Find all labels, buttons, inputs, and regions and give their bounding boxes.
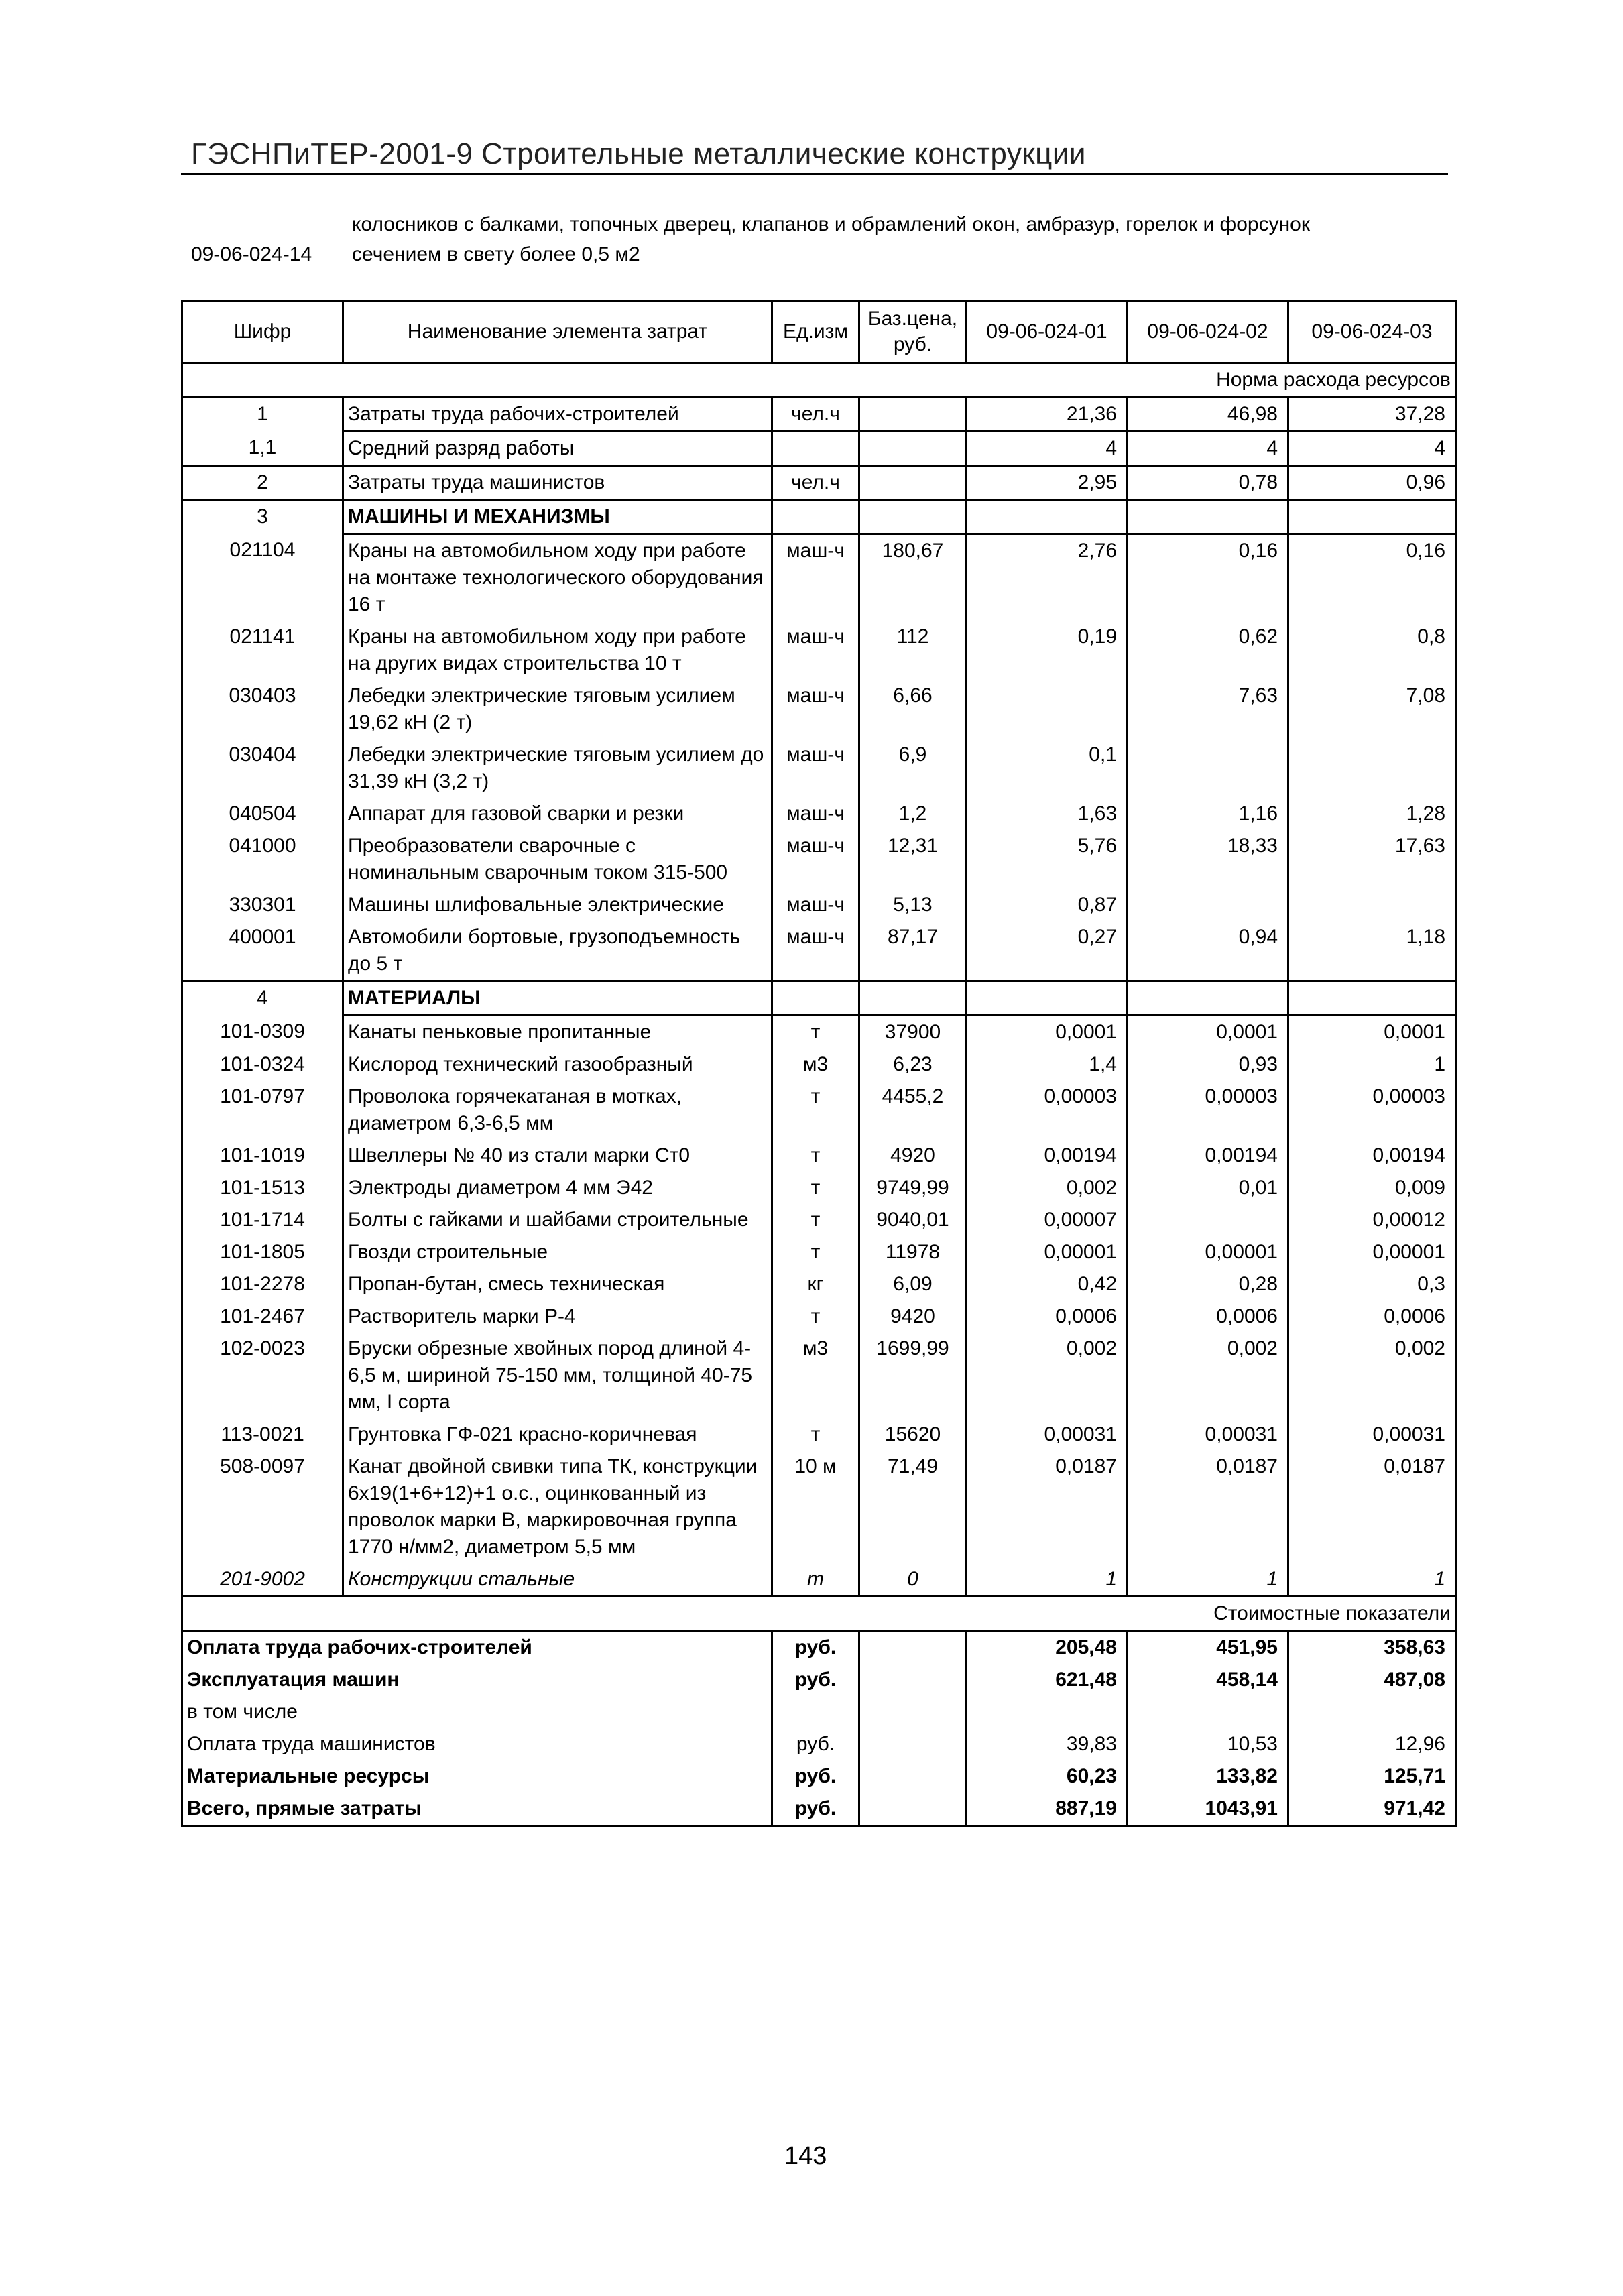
header-col3: 09-06-024-03 bbox=[1288, 301, 1456, 363]
cell-col1: 1 bbox=[967, 1563, 1128, 1597]
cell-col2: 0,62 bbox=[1128, 621, 1288, 680]
cell-col1: 0,00007 bbox=[967, 1204, 1128, 1236]
cell-price bbox=[859, 466, 967, 500]
cell-name: Проволока горячекатаная в мотках, диаметром 6,3-6,5 мм bbox=[343, 1081, 772, 1140]
cell-col2: 7,63 bbox=[1128, 680, 1288, 739]
cost-row bbox=[182, 1793, 1456, 1826]
table-row bbox=[182, 621, 1456, 680]
cell-code: 030403 bbox=[182, 680, 343, 739]
cell-name: Канаты пеньковые пропитанные bbox=[343, 1016, 772, 1049]
cell-col1 bbox=[967, 981, 1128, 1016]
cost-label-row bbox=[182, 1597, 1456, 1631]
cell-price: 9040,01 bbox=[859, 1204, 967, 1236]
cell-unit: маш-ч bbox=[772, 739, 859, 798]
cell-code: 041000 bbox=[182, 830, 343, 889]
cell-code: 101-2467 bbox=[182, 1301, 343, 1333]
cost-price bbox=[859, 1631, 967, 1665]
cell-col2: 0,00194 bbox=[1128, 1140, 1288, 1172]
cell-name: Электроды диаметром 4 мм Э42 bbox=[343, 1172, 772, 1204]
table-row bbox=[182, 1140, 1456, 1172]
cell-col2: 0,00001 bbox=[1128, 1236, 1288, 1268]
cell-col3: 1 bbox=[1288, 1048, 1456, 1081]
cell-name: Преобразователи сварочные с номинальным сварочным током 315-500 bbox=[343, 830, 772, 889]
cost-col1: 887,19 bbox=[967, 1793, 1128, 1826]
cell-unit: маш-ч bbox=[772, 680, 859, 739]
cost-price bbox=[859, 1664, 967, 1696]
cell-unit: кг bbox=[772, 1268, 859, 1301]
table-row bbox=[182, 830, 1456, 889]
cost-unit: руб. bbox=[772, 1664, 859, 1696]
cell-price: 180,67 bbox=[859, 534, 967, 621]
cost-row bbox=[182, 1631, 1456, 1665]
cell-col3: 37,28 bbox=[1288, 398, 1456, 432]
table-row bbox=[182, 1048, 1456, 1081]
cell-col2 bbox=[1128, 889, 1288, 921]
cell-col3: 4 bbox=[1288, 432, 1456, 466]
cell-col2 bbox=[1128, 981, 1288, 1016]
cell-price: 37900 bbox=[859, 1016, 967, 1049]
cell-unit: т bbox=[772, 1236, 859, 1268]
cost-name: Эксплуатация машин bbox=[182, 1664, 772, 1696]
cell-price: 6,9 bbox=[859, 739, 967, 798]
table-row bbox=[182, 1418, 1456, 1451]
table-row bbox=[182, 981, 1456, 1016]
cell-name: Швеллеры № 40 из стали марки Ст0 bbox=[343, 1140, 772, 1172]
cell-code: 101-2278 bbox=[182, 1268, 343, 1301]
cell-code: 021141 bbox=[182, 621, 343, 680]
cell-unit: маш-ч bbox=[772, 798, 859, 830]
cell-unit: т bbox=[772, 1140, 859, 1172]
cell-unit: т bbox=[772, 1418, 859, 1451]
cell-col2 bbox=[1128, 500, 1288, 534]
cell-price: 11978 bbox=[859, 1236, 967, 1268]
table-row bbox=[182, 1333, 1456, 1418]
cost-price bbox=[859, 1696, 967, 1728]
cell-price: 6,66 bbox=[859, 680, 967, 739]
cost-row bbox=[182, 1728, 1456, 1760]
table-row bbox=[182, 1451, 1456, 1563]
table-row bbox=[182, 739, 1456, 798]
cost-price bbox=[859, 1728, 967, 1760]
cell-col2: 46,98 bbox=[1128, 398, 1288, 432]
table-row bbox=[182, 466, 1456, 500]
cost-col2 bbox=[1128, 1696, 1288, 1728]
norm-label-row bbox=[182, 363, 1456, 398]
cost-unit bbox=[772, 1696, 859, 1728]
cost-col2: 458,14 bbox=[1128, 1664, 1288, 1696]
cell-name: Конструкции стальные bbox=[343, 1563, 772, 1597]
cell-col1: 0,1 bbox=[967, 739, 1128, 798]
cost-col3: 12,96 bbox=[1288, 1728, 1456, 1760]
cell-unit: т bbox=[772, 1081, 859, 1140]
cell-price bbox=[859, 432, 967, 466]
cell-col1: 0,0001 bbox=[967, 1016, 1128, 1049]
cost-unit: руб. bbox=[772, 1728, 859, 1760]
cell-name: Аппарат для газовой сварки и резки bbox=[343, 798, 772, 830]
cell-unit: т bbox=[772, 1204, 859, 1236]
table-row bbox=[182, 398, 1456, 432]
cell-unit: м3 bbox=[772, 1333, 859, 1418]
cell-col3: 0,002 bbox=[1288, 1333, 1456, 1418]
cell-col2: 0,0187 bbox=[1128, 1451, 1288, 1563]
cell-unit: маш-ч bbox=[772, 534, 859, 621]
cell-col3 bbox=[1288, 889, 1456, 921]
cell-price bbox=[859, 500, 967, 534]
cost-col3: 358,63 bbox=[1288, 1631, 1456, 1665]
cell-code: 101-0309 bbox=[182, 1016, 343, 1049]
cell-code: 101-0797 bbox=[182, 1081, 343, 1140]
cell-col1: 4 bbox=[967, 432, 1128, 466]
cost-price bbox=[859, 1760, 967, 1793]
cell-code: 101-1714 bbox=[182, 1204, 343, 1236]
table-row bbox=[182, 1204, 1456, 1236]
cell-unit bbox=[772, 432, 859, 466]
cell-col1: 0,00031 bbox=[967, 1418, 1128, 1451]
cell-price: 6,23 bbox=[859, 1048, 967, 1081]
cell-name: Болты с гайками и шайбами строительные bbox=[343, 1204, 772, 1236]
cell-price: 15620 bbox=[859, 1418, 967, 1451]
cell-code: 040504 bbox=[182, 798, 343, 830]
cell-price: 4455,2 bbox=[859, 1081, 967, 1140]
cell-col2: 0,28 bbox=[1128, 1268, 1288, 1301]
table-row bbox=[182, 500, 1456, 534]
cell-name: Затраты труда машинистов bbox=[343, 466, 772, 500]
cell-col2: 0,0001 bbox=[1128, 1016, 1288, 1049]
section-code: 09-06-024-14 bbox=[191, 243, 312, 265]
cost-col1: 39,83 bbox=[967, 1728, 1128, 1760]
cost-name: Материальные ресурсы bbox=[182, 1760, 772, 1793]
cell-col1: 0,00194 bbox=[967, 1140, 1128, 1172]
cell-code: 2 bbox=[182, 466, 343, 500]
cell-code: 101-0324 bbox=[182, 1048, 343, 1081]
cell-col1: 0,42 bbox=[967, 1268, 1128, 1301]
cell-col1: 0,0006 bbox=[967, 1301, 1128, 1333]
cell-code: 101-1513 bbox=[182, 1172, 343, 1204]
cell-price: 1,2 bbox=[859, 798, 967, 830]
cell-col3: 0,0001 bbox=[1288, 1016, 1456, 1049]
header-rule bbox=[181, 173, 1448, 175]
cell-col3: 1,28 bbox=[1288, 798, 1456, 830]
header-cipher: Шифр bbox=[182, 301, 343, 363]
cell-col3: 0,96 bbox=[1288, 466, 1456, 500]
cell-col3: 0,0187 bbox=[1288, 1451, 1456, 1563]
cell-price: 1699,99 bbox=[859, 1333, 967, 1418]
cell-unit: маш-ч bbox=[772, 621, 859, 680]
cost-name: Всего, прямые затраты bbox=[182, 1793, 772, 1826]
cost-unit: руб. bbox=[772, 1760, 859, 1793]
cell-name: Лебедки электрические тяговым усилием до 31,39 кН (3,2 т) bbox=[343, 739, 772, 798]
cell-price: 0 bbox=[859, 1563, 967, 1597]
cell-price: 9749,99 bbox=[859, 1172, 967, 1204]
cell-col1 bbox=[967, 500, 1128, 534]
cost-unit: руб. bbox=[772, 1631, 859, 1665]
resource-table bbox=[181, 300, 1457, 1827]
table-row bbox=[182, 432, 1456, 466]
cell-col2: 0,00031 bbox=[1128, 1418, 1288, 1451]
cell-col3: 17,63 bbox=[1288, 830, 1456, 889]
cell-unit: маш-ч bbox=[772, 921, 859, 981]
cell-price: 71,49 bbox=[859, 1451, 967, 1563]
cost-col3: 125,71 bbox=[1288, 1760, 1456, 1793]
cell-code: 201-9002 bbox=[182, 1563, 343, 1597]
cell-name: Затраты труда рабочих-строителей bbox=[343, 398, 772, 432]
cell-col3 bbox=[1288, 739, 1456, 798]
cell-unit: 10 м bbox=[772, 1451, 859, 1563]
table-row bbox=[182, 1301, 1456, 1333]
cell-col3 bbox=[1288, 981, 1456, 1016]
cost-row bbox=[182, 1760, 1456, 1793]
cell-code: 113-0021 bbox=[182, 1418, 343, 1451]
cost-col2: 10,53 bbox=[1128, 1728, 1288, 1760]
cell-col1: 0,0187 bbox=[967, 1451, 1128, 1563]
cell-name: Растворитель марки Р-4 bbox=[343, 1301, 772, 1333]
cell-name: МАТЕРИАЛЫ bbox=[343, 981, 772, 1016]
cell-code: 330301 bbox=[182, 889, 343, 921]
cell-code: 101-1805 bbox=[182, 1236, 343, 1268]
cell-price: 6,09 bbox=[859, 1268, 967, 1301]
cost-row bbox=[182, 1664, 1456, 1696]
cell-code: 021104 bbox=[182, 534, 343, 621]
cell-name: Лебедки электрические тяговым усилием 19,62 кН (2 т) bbox=[343, 680, 772, 739]
cell-price: 112 bbox=[859, 621, 967, 680]
cell-name: Автомобили бортовые, грузоподъемность до 5 т bbox=[343, 921, 772, 981]
cell-unit bbox=[772, 500, 859, 534]
cell-code: 030404 bbox=[182, 739, 343, 798]
table-row bbox=[182, 889, 1456, 921]
cell-price bbox=[859, 398, 967, 432]
cell-col3: 0,009 bbox=[1288, 1172, 1456, 1204]
cell-col1: 2,76 bbox=[967, 534, 1128, 621]
cost-col2: 451,95 bbox=[1128, 1631, 1288, 1665]
cell-col2: 0,00003 bbox=[1128, 1081, 1288, 1140]
cell-col2: 0,002 bbox=[1128, 1333, 1288, 1418]
cell-col3: 0,00012 bbox=[1288, 1204, 1456, 1236]
table-row bbox=[182, 921, 1456, 981]
cell-col2: 4 bbox=[1128, 432, 1288, 466]
norm-label: Норма расхода ресурсов bbox=[182, 363, 1456, 398]
cell-name: Грунтовка ГФ-021 красно-коричневая bbox=[343, 1418, 772, 1451]
cell-col2: 0,94 bbox=[1128, 921, 1288, 981]
cell-price bbox=[859, 981, 967, 1016]
cell-code: 1 bbox=[182, 398, 343, 432]
cell-code: 101-1019 bbox=[182, 1140, 343, 1172]
cell-col3: 0,00001 bbox=[1288, 1236, 1456, 1268]
cell-col2: 0,16 bbox=[1128, 534, 1288, 621]
cell-code: 400001 bbox=[182, 921, 343, 981]
cell-unit: маш-ч bbox=[772, 889, 859, 921]
section-description-line2: сечением в свету более 0,5 м2 bbox=[352, 243, 640, 265]
cell-col3: 1 bbox=[1288, 1563, 1456, 1597]
cell-name: Кислород технический газообразный bbox=[343, 1048, 772, 1081]
cell-price: 5,13 bbox=[859, 889, 967, 921]
cost-row bbox=[182, 1696, 1456, 1728]
cell-code: 3 bbox=[182, 500, 343, 534]
cell-col1: 0,87 bbox=[967, 889, 1128, 921]
header-price: Баз.цена, руб. bbox=[859, 301, 967, 363]
table-row bbox=[182, 1081, 1456, 1140]
cell-col2 bbox=[1128, 739, 1288, 798]
cost-col3 bbox=[1288, 1696, 1456, 1728]
cell-col1: 1,63 bbox=[967, 798, 1128, 830]
cell-unit: чел.ч bbox=[772, 466, 859, 500]
cell-col1: 0,00001 bbox=[967, 1236, 1128, 1268]
table-header-row bbox=[182, 301, 1456, 363]
cell-name: МАШИНЫ И МЕХАНИЗМЫ bbox=[343, 500, 772, 534]
table-row bbox=[182, 1016, 1456, 1049]
cell-unit: т bbox=[772, 1301, 859, 1333]
cell-price: 4920 bbox=[859, 1140, 967, 1172]
cell-code: 1,1 bbox=[182, 432, 343, 466]
cost-price bbox=[859, 1793, 967, 1826]
cell-price: 9420 bbox=[859, 1301, 967, 1333]
cell-name: Краны на автомобильном ходу при работе на других видах строительства 10 т bbox=[343, 621, 772, 680]
cell-col2: 18,33 bbox=[1128, 830, 1288, 889]
cell-col1: 0,002 bbox=[967, 1333, 1128, 1418]
cell-code: 102-0023 bbox=[182, 1333, 343, 1418]
cell-unit: маш-ч bbox=[772, 830, 859, 889]
cost-unit: руб. bbox=[772, 1793, 859, 1826]
cell-unit: т bbox=[772, 1563, 859, 1597]
table-row bbox=[182, 1236, 1456, 1268]
cell-unit: м3 bbox=[772, 1048, 859, 1081]
cost-name: Оплата труда машинистов bbox=[182, 1728, 772, 1760]
cell-unit: чел.ч bbox=[772, 398, 859, 432]
table-row bbox=[182, 798, 1456, 830]
cell-name: Средний разряд работы bbox=[343, 432, 772, 466]
cell-name: Машины шлифовальные электрические bbox=[343, 889, 772, 921]
cell-unit: т bbox=[772, 1016, 859, 1049]
header-unit: Ед.изм bbox=[772, 301, 859, 363]
cost-col1: 621,48 bbox=[967, 1664, 1128, 1696]
cell-price: 87,17 bbox=[859, 921, 967, 981]
cost-col1: 205,48 bbox=[967, 1631, 1128, 1665]
cell-col2: 0,01 bbox=[1128, 1172, 1288, 1204]
cell-name: Пропан-бутан, смесь техническая bbox=[343, 1268, 772, 1301]
header-col2: 09-06-024-02 bbox=[1128, 301, 1288, 363]
cell-name: Гвозди строительные bbox=[343, 1236, 772, 1268]
cost-col2: 133,82 bbox=[1128, 1760, 1288, 1793]
cell-unit bbox=[772, 981, 859, 1016]
cell-col1: 1,4 bbox=[967, 1048, 1128, 1081]
cell-name: Бруски обрезные хвойных пород длиной 4-6,5 м, шириной 75-150 мм, толщиной 40-75 мм, I сорта bbox=[343, 1333, 772, 1418]
cost-col1: 60,23 bbox=[967, 1760, 1128, 1793]
cost-name: Оплата труда рабочих-строителей bbox=[182, 1631, 772, 1665]
cell-col2 bbox=[1128, 1204, 1288, 1236]
cost-col1 bbox=[967, 1696, 1128, 1728]
page-number: 143 bbox=[784, 2142, 827, 2170]
header-col1: 09-06-024-01 bbox=[967, 301, 1128, 363]
cell-code: 4 bbox=[182, 981, 343, 1016]
cell-col3: 0,16 bbox=[1288, 534, 1456, 621]
table-row bbox=[182, 1172, 1456, 1204]
cell-col3: 0,00194 bbox=[1288, 1140, 1456, 1172]
cell-col3: 0,3 bbox=[1288, 1268, 1456, 1301]
cost-col2: 1043,91 bbox=[1128, 1793, 1288, 1826]
table-row bbox=[182, 680, 1456, 739]
table-row bbox=[182, 1268, 1456, 1301]
cell-col2: 1 bbox=[1128, 1563, 1288, 1597]
table-row bbox=[182, 1563, 1456, 1597]
cell-col3: 0,8 bbox=[1288, 621, 1456, 680]
cost-col3: 971,42 bbox=[1288, 1793, 1456, 1826]
header-name: Наименование элемента затрат bbox=[343, 301, 772, 363]
cell-col1: 5,76 bbox=[967, 830, 1128, 889]
cell-col2: 1,16 bbox=[1128, 798, 1288, 830]
cell-col3 bbox=[1288, 500, 1456, 534]
cell-col3: 0,00031 bbox=[1288, 1418, 1456, 1451]
cell-price: 12,31 bbox=[859, 830, 967, 889]
table-row bbox=[182, 534, 1456, 621]
cell-col3: 0,0006 bbox=[1288, 1301, 1456, 1333]
cost-col3: 487,08 bbox=[1288, 1664, 1456, 1696]
cost-label: Стоимостные показатели bbox=[182, 1597, 1456, 1631]
cell-col1: 0,002 bbox=[967, 1172, 1128, 1204]
section-description-line1: колосников с балками, топочных дверец, клапанов и обрамлений окон, амбразур, горелок и форсунок bbox=[352, 213, 1310, 235]
cell-col1: 0,00003 bbox=[967, 1081, 1128, 1140]
cell-name: Краны на автомобильном ходу при работе на монтаже технологического оборудования 16 т bbox=[343, 534, 772, 621]
cell-col1: 0,27 bbox=[967, 921, 1128, 981]
cell-unit: т bbox=[772, 1172, 859, 1204]
cell-name: Канат двойной свивки типа ТК, конструкции 6x19(1+6+12)+1 о.с., оцинкованный из проволок марки В, маркировочная группа 1770 н/мм2, диаметром 5,5 мм bbox=[343, 1451, 772, 1563]
cell-col1 bbox=[967, 680, 1128, 739]
cell-col3: 7,08 bbox=[1288, 680, 1456, 739]
cell-col2: 0,93 bbox=[1128, 1048, 1288, 1081]
cell-col2: 0,78 bbox=[1128, 466, 1288, 500]
cell-col1: 0,19 bbox=[967, 621, 1128, 680]
cell-col1: 21,36 bbox=[967, 398, 1128, 432]
cell-col3: 1,18 bbox=[1288, 921, 1456, 981]
document-header-title: ГЭСНПиТЕР-2001-9 Строительные металлические конструкции bbox=[191, 137, 1086, 170]
cell-col1: 2,95 bbox=[967, 466, 1128, 500]
cell-code: 508-0097 bbox=[182, 1451, 343, 1563]
cell-col2: 0,0006 bbox=[1128, 1301, 1288, 1333]
cell-col3: 0,00003 bbox=[1288, 1081, 1456, 1140]
cost-name: в том числе bbox=[182, 1696, 772, 1728]
